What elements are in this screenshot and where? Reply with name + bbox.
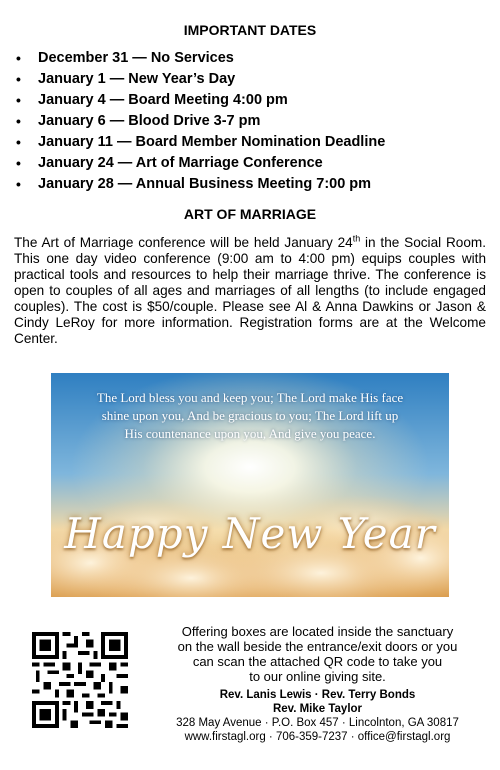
list-item: • January 11 — Board Member Nomination Deadline (14, 132, 385, 153)
reverends-list (145, 688, 490, 716)
offering-note (145, 624, 490, 684)
happy-new-year-title: Happy New Year (64, 509, 436, 558)
offering-line: can scan the attached QR code to take you (192, 654, 443, 669)
offering-line: Offering boxes are located inside the sanctuary (181, 624, 454, 639)
street-address: 328 May Avenue · P.O. Box 457 · Lincolnton, GA 30817 (176, 717, 459, 729)
paragraph-text-start: The Art of Marriage conference will be held January 24 (14, 235, 353, 250)
contact-line[interactable]: www.firstagl.org · 706-359-7237 · office@firstagl.org (184, 731, 451, 743)
church-contact (135, 716, 500, 744)
important-dates-heading: IMPORTANT DATES (183, 22, 317, 38)
list-item: • January 24 — Art of Marriage Conference (14, 153, 385, 174)
offering-line: to our online giving site. (249, 669, 386, 684)
list-item: • December 31 — No Services (14, 48, 385, 69)
new-year-banner-image (51, 373, 449, 597)
ordinal-suffix: th (352, 233, 361, 244)
reverends-line: Rev. Lanis Lewis · Rev. Terry Bonds (219, 689, 416, 701)
blessing-line: His countenance upon you, And give you peace. (124, 426, 376, 441)
paragraph-text-rest: in the Social Room. This one day video conference (9:00 am to 4:00 pm) equips couples with practical tools and resources to help their marriage thrive. The conference is open to couples of all ages and marriages of all lengths (to include engaged couples). The cost is $50/couple. Please see Al & Anna Dawkins or Jason & Cindy LeRoy for more information. Registration forms are at the Welcome Center. (14, 235, 486, 346)
blessing-line: shine upon you, And be gracious to you; The Lord lift up (101, 408, 399, 423)
qr-code-icon[interactable] (32, 632, 128, 728)
art-of-marriage-paragraph (14, 235, 486, 347)
list-item: • January 6 — Blood Drive 3-7 pm (14, 111, 385, 132)
list-item: • January 4 — Board Meeting 4:00 pm (14, 90, 385, 111)
reverends-line: Rev. Mike Taylor (272, 703, 363, 715)
important-dates-list (14, 48, 385, 195)
list-item: • January 28 — Annual Business Meeting 7:00 pm (14, 174, 385, 195)
art-of-marriage-heading: ART OF MARRIAGE (183, 206, 317, 222)
blessing-text (51, 389, 449, 443)
offering-line: on the wall beside the entrance/exit doors or you (177, 639, 458, 654)
list-item: • January 1 — New Year’s Day (14, 69, 385, 90)
blessing-line: The Lord bless you and keep you; The Lord make His face (96, 390, 404, 405)
